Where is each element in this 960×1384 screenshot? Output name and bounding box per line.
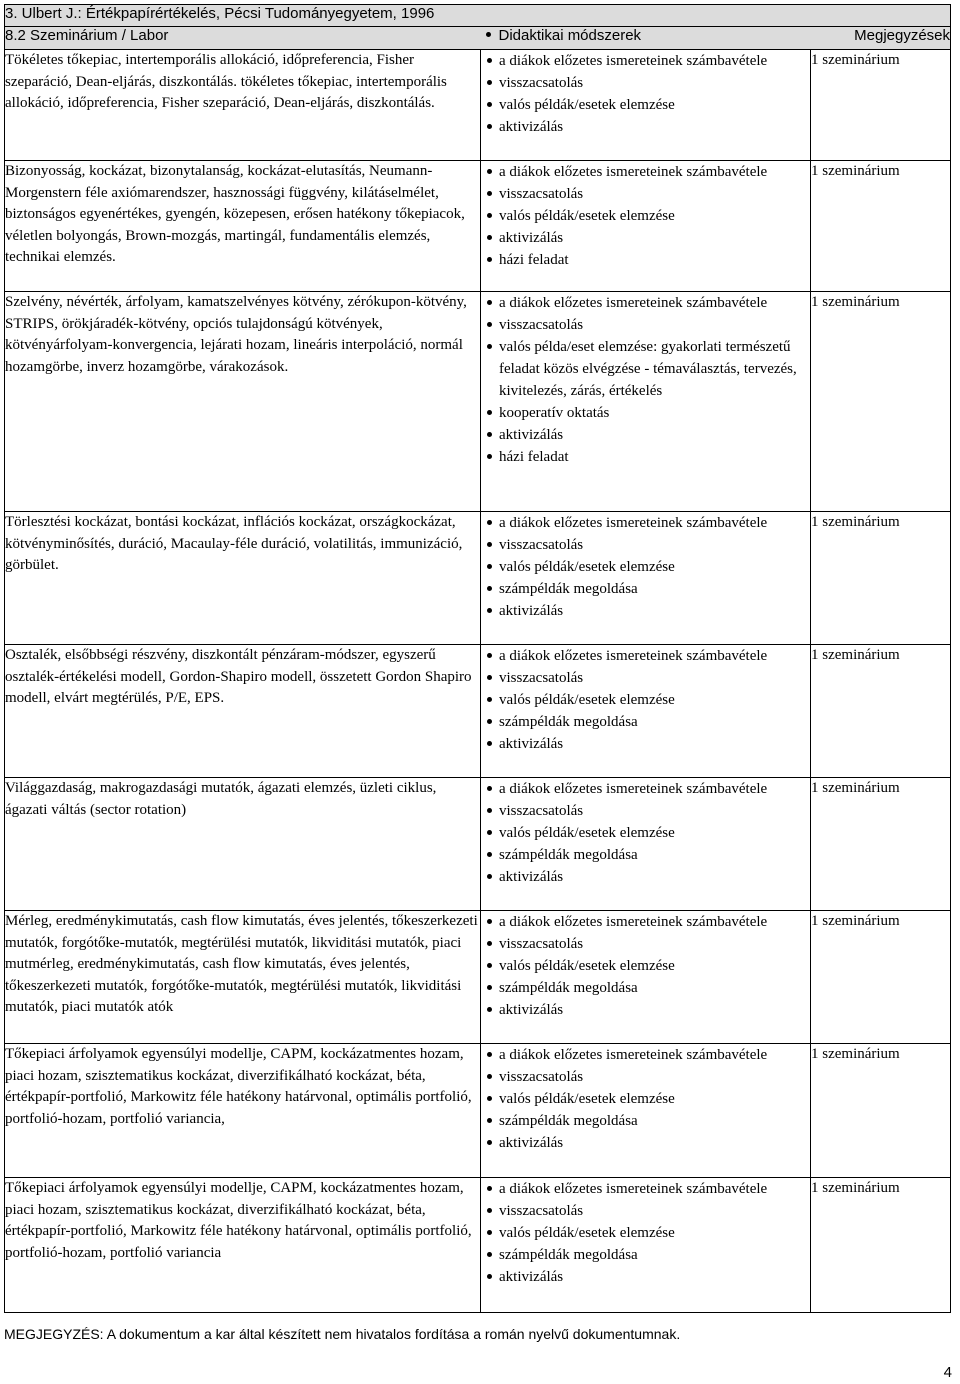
table-row	[5, 911, 951, 1044]
bullet-icon	[487, 410, 492, 415]
methods-cell	[481, 50, 811, 161]
method-item	[481, 72, 810, 94]
bullet-icon	[487, 852, 492, 857]
note-cell: 1 szeminárium	[811, 512, 951, 645]
method-item	[481, 1178, 810, 1200]
method-item	[481, 800, 810, 822]
method-item	[481, 955, 810, 977]
table-header-row	[5, 27, 951, 50]
method-item	[481, 1066, 810, 1088]
method-item	[481, 689, 810, 711]
page-number: 4	[943, 1364, 952, 1381]
methods-cell	[481, 778, 811, 911]
method-item	[481, 1244, 810, 1266]
note-cell: 1 szeminárium	[811, 911, 951, 1044]
bullet-icon	[487, 542, 492, 547]
method-item	[481, 733, 810, 755]
method-label: aktivizálás	[499, 230, 564, 246]
bullet-icon	[487, 432, 492, 437]
bullet-icon	[487, 675, 492, 680]
method-label: házi feladat	[499, 252, 569, 268]
bullet-icon	[487, 608, 492, 613]
method-item	[481, 424, 810, 446]
bullet-icon	[487, 1140, 492, 1145]
topic-cell: Szelvény, névérték, árfolyam, kamatszelvényes kötvény, zérókupon-kötvény, STRIPS, örökjáradék-kötvény, opciós tulajdonságú kötvények, kötvényárfolyam-konvergencia, lejárati hozam, lineáris interpoláció, normál hozamgörbe, inverz hozamgörbe, várakozások.	[5, 292, 481, 512]
method-item	[481, 1044, 810, 1066]
method-item	[481, 249, 810, 271]
topic-cell: Osztalék, elsőbbségi részvény, diszkontált pénzáram-módszer, egyszerű osztalék-értékelési modell, Gordon-Shapiro modell, összetett Gordon Shapiro modell, elvárt megtérülés, P/E, EPS.	[5, 645, 481, 778]
method-item	[481, 116, 810, 138]
method-item	[481, 292, 810, 314]
method-item	[481, 600, 810, 622]
bullet-icon	[487, 653, 492, 658]
method-label: visszacsatolás	[499, 1069, 584, 1085]
bullet-icon	[487, 1007, 492, 1012]
methods-list	[481, 1178, 810, 1288]
bullet-icon	[487, 1052, 492, 1057]
methods-list	[481, 911, 810, 1021]
method-item	[481, 205, 810, 227]
method-label: aktivizálás	[499, 869, 564, 885]
methods-list	[481, 512, 810, 622]
method-item	[481, 227, 810, 249]
footnote: MEGJEGYZÉS: A dokumentum a kar által készített nem hivatalos fordítása a román nyelvű dokumentumnak.	[4, 1326, 681, 1342]
bullet-icon	[487, 985, 492, 990]
methods-list	[481, 50, 810, 138]
note-cell: 1 szeminárium	[811, 1044, 951, 1178]
table-row	[5, 292, 951, 512]
method-item	[481, 314, 810, 336]
method-label: visszacsatolás	[499, 1203, 584, 1219]
bullet-icon	[487, 344, 492, 349]
method-label: a diákok előzetes ismereteinek számbavétele	[499, 648, 768, 664]
bullet-icon	[487, 586, 492, 591]
method-item	[481, 183, 810, 205]
method-label: visszacsatolás	[499, 670, 584, 686]
method-label: aktivizálás	[499, 736, 564, 752]
method-item	[481, 711, 810, 733]
note-cell: 1 szeminárium	[811, 1178, 951, 1313]
bullet-icon	[487, 1230, 492, 1235]
method-label: visszacsatolás	[499, 317, 584, 333]
bullet-icon	[487, 697, 492, 702]
methods-cell	[481, 1178, 811, 1313]
method-label: visszacsatolás	[499, 537, 584, 553]
methods-list	[481, 1044, 810, 1154]
method-label: számpéldák megoldása	[499, 581, 638, 597]
bullet-icon	[487, 1096, 492, 1101]
bullet-icon	[487, 941, 492, 946]
method-label: a diákok előzetes ismereteinek számbavétele	[499, 781, 768, 797]
methods-cell	[481, 911, 811, 1044]
methods-list	[481, 292, 810, 468]
topic-cell: Tökéletes tőkepiac, intertemporális allokáció, időpreferencia, Fisher szeparáció, Dean-eljárás, diszkontálás. tökéletes tőkepiac, intertemporális allokáció, időpreferencia, Fisher szeparáció, Dean-eljárás, diszkontálás.	[5, 50, 481, 161]
table-row	[5, 1178, 951, 1313]
header-seminar-labor: 8.2 Szeminárium / Labor	[5, 27, 481, 50]
method-item	[481, 1132, 810, 1154]
table-row	[5, 778, 951, 911]
method-label: valós példák/esetek elemzése	[499, 97, 675, 113]
table-row	[5, 161, 951, 292]
method-item	[481, 933, 810, 955]
bullet-icon	[487, 719, 492, 724]
method-item	[481, 512, 810, 534]
bullet-icon	[487, 1274, 492, 1279]
method-label: valós példák/esetek elemzése	[499, 559, 675, 575]
header-didactic-methods	[481, 27, 811, 50]
method-label: házi feladat	[499, 449, 569, 465]
bullet-icon	[487, 322, 492, 327]
method-item	[481, 645, 810, 667]
header-didactic-methods-label: Didaktikai módszerek	[498, 27, 642, 44]
note-cell: 1 szeminárium	[811, 645, 951, 778]
method-item	[481, 999, 810, 1021]
method-label: aktivizálás	[499, 1002, 564, 1018]
bullet-icon	[487, 874, 492, 879]
header-notes: Megjegyzések	[811, 27, 951, 50]
bullet-icon	[487, 213, 492, 218]
method-item	[481, 911, 810, 933]
method-item	[481, 402, 810, 424]
bullet-icon	[487, 58, 492, 63]
topic-cell: Törlesztési kockázat, bontási kockázat, inflációs kockázat, országkockázat, kötvényminősítés, duráció, Macaulay-féle duráció, volatilitás, immunizáció, görbület.	[5, 512, 481, 645]
method-label: számpéldák megoldása	[499, 1247, 638, 1263]
note-cell: 1 szeminárium	[811, 778, 951, 911]
method-label: aktivizálás	[499, 119, 564, 135]
method-item	[481, 578, 810, 600]
method-label: valós példa/eset elemzése: gyakorlati természetű feladat közös elvégzése - témaválasztás, tervezés, kivitelezés, zárás, értékelés	[499, 339, 797, 399]
methods-cell	[481, 161, 811, 292]
bullet-icon	[487, 919, 492, 924]
topic-cell: Bizonyosság, kockázat, bizonytalanság, kockázat-elutasítás, Neumann-Morgenstern féle axiómarendszer, hasznossági függvény, kilátáselmélet, biztonságos egyenértékes, gyengén, közepesen, erősen hatékony tőkepiacok, véletlen bolyongás, Brown-mozgás, martingál, fundamentális elemzés, technikai elemzés.	[5, 161, 481, 292]
bullet-icon	[487, 520, 492, 525]
methods-list	[481, 161, 810, 271]
note-cell: 1 szeminárium	[811, 161, 951, 292]
reference-text: 3. Ulbert J.: Értékpapírértékelés, Pécsi Tudományegyetem, 1996	[5, 5, 951, 27]
methods-cell	[481, 512, 811, 645]
method-item	[481, 1088, 810, 1110]
bullet-icon	[487, 786, 492, 791]
note-cell: 1 szeminárium	[811, 292, 951, 512]
bullet-icon	[487, 963, 492, 968]
methods-list	[481, 645, 810, 755]
method-item	[481, 556, 810, 578]
method-label: valós példák/esetek elemzése	[499, 1225, 675, 1241]
method-label: aktivizálás	[499, 1135, 564, 1151]
bullet-icon	[487, 564, 492, 569]
method-label: aktivizálás	[499, 427, 564, 443]
methods-cell	[481, 645, 811, 778]
methods-cell	[481, 1044, 811, 1178]
method-label: a diákok előzetes ismereteinek számbavétele	[499, 1181, 768, 1197]
method-item	[481, 1200, 810, 1222]
method-item	[481, 1110, 810, 1132]
document-page	[4, 4, 950, 1313]
method-label: a diákok előzetes ismereteinek számbavétele	[499, 515, 768, 531]
methods-list	[481, 778, 810, 888]
method-label: számpéldák megoldása	[499, 847, 638, 863]
bullet-icon	[487, 257, 492, 262]
method-label: a diákok előzetes ismereteinek számbavétele	[499, 914, 768, 930]
method-label: a diákok előzetes ismereteinek számbavétele	[499, 53, 768, 69]
method-item	[481, 667, 810, 689]
table-row	[5, 645, 951, 778]
methods-cell	[481, 292, 811, 512]
method-label: kooperatív oktatás	[499, 405, 610, 421]
topic-cell: Tőkepiaci árfolyamok egyensúlyi modellje, CAPM, kockázatmentes hozam, piaci hozam, szisztematikus kockázat, diverzifikálható kockázat, béta, értékpapír-portfolió, Markowitz féle hatékony határvonal, optimális portfolió, portfolió-hozam, portfolió variancia,	[5, 1044, 481, 1178]
method-item	[481, 94, 810, 116]
bullet-icon	[487, 124, 492, 129]
method-item	[481, 446, 810, 468]
method-label: visszacsatolás	[499, 75, 584, 91]
method-item	[481, 822, 810, 844]
method-label: a diákok előzetes ismereteinek számbavétele	[499, 164, 768, 180]
method-label: valós példák/esetek elemzése	[499, 1091, 675, 1107]
method-item	[481, 336, 810, 402]
method-item	[481, 778, 810, 800]
seminar-table	[4, 4, 951, 1313]
bullet-icon	[487, 1118, 492, 1123]
reference-row	[5, 5, 951, 27]
method-label: valós példák/esetek elemzése	[499, 958, 675, 974]
bullet-icon	[487, 1074, 492, 1079]
bullet-icon	[487, 830, 492, 835]
method-label: valós példák/esetek elemzése	[499, 208, 675, 224]
bullet-icon	[487, 235, 492, 240]
table-row	[5, 50, 951, 161]
table-row	[5, 512, 951, 645]
method-item	[481, 1222, 810, 1244]
method-label: visszacsatolás	[499, 936, 584, 952]
bullet-icon	[487, 741, 492, 746]
note-cell: 1 szeminárium	[811, 50, 951, 161]
method-item	[481, 534, 810, 556]
method-label: valós példák/esetek elemzése	[499, 692, 675, 708]
method-label: számpéldák megoldása	[499, 1113, 638, 1129]
bullet-icon	[487, 808, 492, 813]
bullet-icon	[487, 169, 492, 174]
method-label: a diákok előzetes ismereteinek számbavétele	[499, 295, 768, 311]
bullet-icon	[487, 1208, 492, 1213]
method-label: visszacsatolás	[499, 803, 584, 819]
method-item	[481, 844, 810, 866]
method-label: számpéldák megoldása	[499, 980, 638, 996]
bullet-icon	[487, 300, 492, 305]
method-item	[481, 1266, 810, 1288]
method-item	[481, 866, 810, 888]
bullet-icon	[487, 191, 492, 196]
method-label: visszacsatolás	[499, 186, 584, 202]
topic-cell: Mérleg, eredménykimutatás, cash flow kimutatás, éves jelentés, tőkeszerkezeti mutatók, forgótőke-mutatók, megtérülési mutatók, likviditási mutatók, piaci mutmérleg, eredménykimutatás, cash flow kimutatás, éves jelentés, tőkeszerkezeti mutatók, forgótőke-mutatók, megtérülési mutatók, likviditási mutatók, piaci mutatók atók	[5, 911, 481, 1044]
bullet-icon	[487, 454, 492, 459]
method-item	[481, 977, 810, 999]
table-row	[5, 1044, 951, 1178]
bullet-icon	[486, 32, 491, 37]
method-label: a diákok előzetes ismereteinek számbavétele	[499, 1047, 768, 1063]
method-label: aktivizálás	[499, 1269, 564, 1285]
bullet-icon	[487, 102, 492, 107]
method-item	[481, 50, 810, 72]
method-label: valós példák/esetek elemzése	[499, 825, 675, 841]
topic-cell: Világgazdaság, makrogazdasági mutatók, ágazati elemzés, üzleti ciklus, ágazati váltás (sector rotation)	[5, 778, 481, 911]
method-label: számpéldák megoldása	[499, 714, 638, 730]
bullet-icon	[487, 1186, 492, 1191]
method-item	[481, 161, 810, 183]
method-label: aktivizálás	[499, 603, 564, 619]
bullet-icon	[487, 80, 492, 85]
bullet-icon	[487, 1252, 492, 1257]
topic-cell: Tőkepiaci árfolyamok egyensúlyi modellje, CAPM, kockázatmentes hozam, piaci hozam, szisztematikus kockázat, diverzifikálható kockázat, béta, értékpapír-portfolió, Markowitz féle hatékony határvonal, optimális portfolió, portfolió-hozam, portfolió variancia	[5, 1178, 481, 1313]
